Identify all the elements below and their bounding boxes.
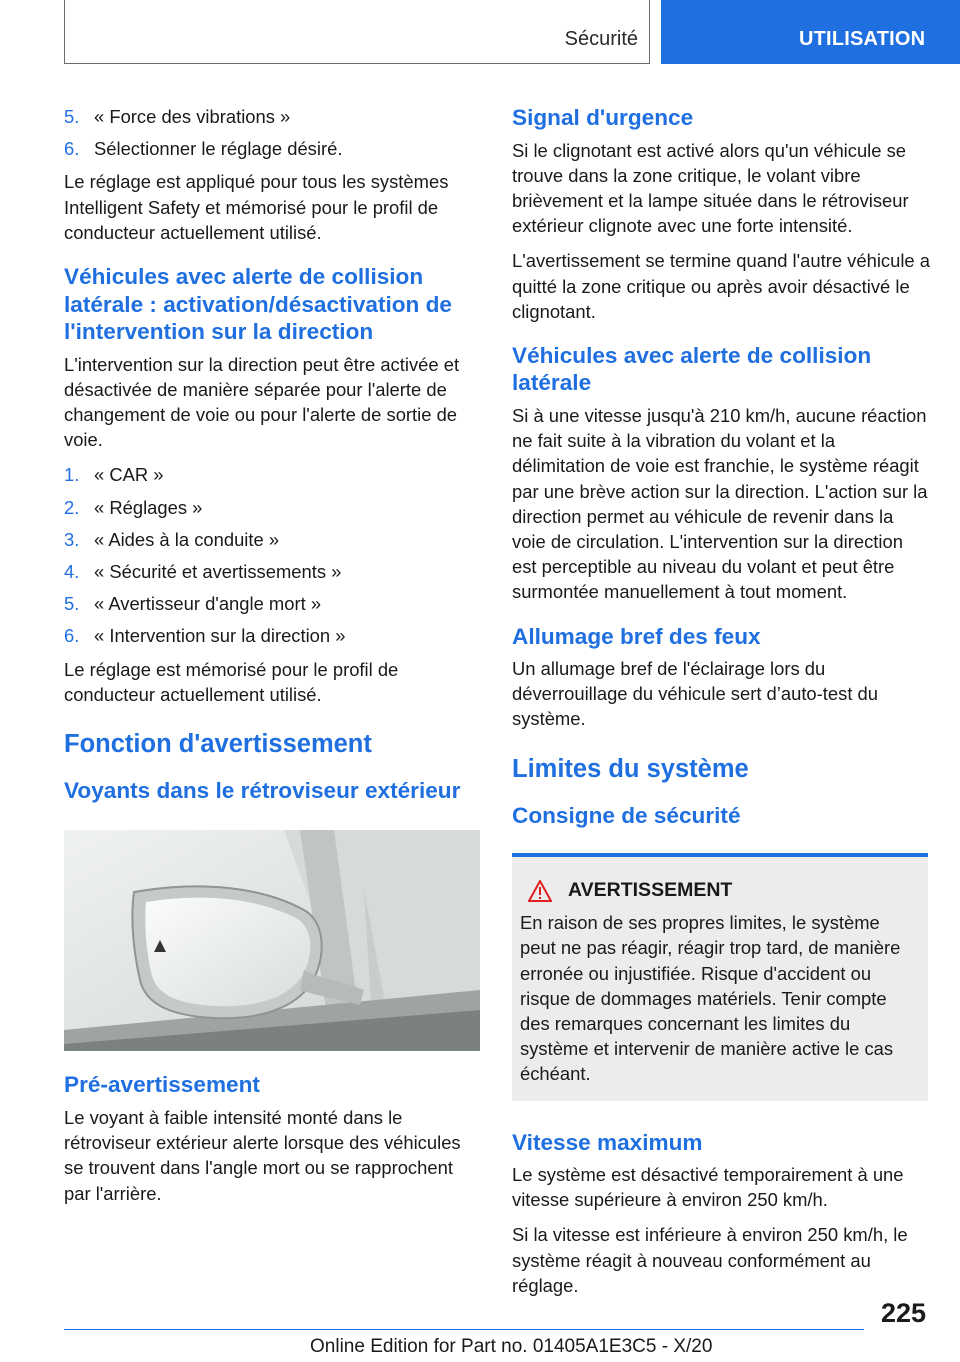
heading-mirror-lights: Voyants dans le rétroviseur extérieur (64, 777, 461, 803)
page-number: 225 (880, 1298, 926, 1328)
header-chapter-tab[interactable]: UTILISATION (661, 0, 960, 64)
header-section-title: Sécurité (564, 28, 638, 50)
left-column (64, 104, 482, 1216)
heading-pre-warning: Pré-avertissement (64, 1072, 260, 1098)
list-item: 6. Sélectionner le réglage désiré. (64, 138, 343, 160)
paragraph: Le réglage est appliqué pour tous les systèmes Intelligent Safety et mémorisé pour le profil de conducteur actuellement utilisé. (64, 171, 449, 243)
heading-warning-function: Fonction d'avertissement (64, 729, 372, 758)
heading-max-speed: Vitesse maximum (512, 1129, 703, 1155)
header-frame (64, 0, 650, 64)
heading-side-collision: Véhicules avec alerte de collision latérale (512, 342, 872, 396)
warning-box (512, 853, 928, 1100)
list-steps (64, 462, 482, 648)
warning-title (528, 879, 920, 902)
list-item: 2. « Réglages » (64, 496, 203, 518)
paragraph: L'avertissement se termine quand l'autre véhicule a quitté la zone critique ou après avoir désactivé le clignotant. (512, 250, 930, 322)
heading-brief-lights: Allumage bref des feux (512, 623, 761, 649)
list-item: 1. « CAR » (64, 464, 164, 486)
warning-triangle-icon (528, 880, 552, 902)
list-top (64, 104, 482, 161)
heading-safety-note: Consigne de sécurité (512, 802, 741, 828)
side-mirror-image (64, 830, 480, 1051)
heading-collision-steering: Véhicules avec alerte de collision latérale : activation/désactivation de l'intervention sur la direction (64, 264, 452, 345)
footer-edition: Online Edition for Part no. 01405A1E3C5 - X/20 (310, 1336, 713, 1357)
paragraph: Le système est désactivé temporairement à une vitesse supérieure à environ 250 km/h. (512, 1164, 904, 1211)
heading-emergency-signal: Signal d'urgence (512, 105, 694, 130)
paragraph: Le voyant à faible intensité monté dans le rétroviseur extérieur alerte lorsque des véhicules se trouvent dans l'angle mort ou se rapprochent par l'arrière. (64, 1106, 461, 1204)
warning-text: En raison de ses propres limites, le système peut ne pas réagir, réagir trop tard, de manière erronée ou injustifiée. Risque d'accident ou risque de dommages matériels. Tenir compte des remarques concernant les limites du système et intervenir de manière active le cas échéant. (520, 912, 901, 1085)
list-item: 5. « Avertisseur d'angle mort » (64, 593, 322, 615)
paragraph: Si la vitesse est inférieure à environ 250 km/h, le système réagit à nouveau conformément au réglage. (512, 1224, 908, 1296)
paragraph: Un allumage bref de l'éclairage lors du déverrouillage du véhicule sert d’auto-test du système. (512, 658, 878, 730)
paragraph: L'intervention sur la direction peut être activée et désactivée de manière séparée pour l'alerte de changement de voie ou pour l'alerte de sortie de voie. (64, 353, 460, 451)
paragraph: Le réglage est mémorisé pour le profil de conducteur actuellement utilisé. (64, 658, 399, 705)
paragraph: Si le clignotant est activé alors qu'un véhicule se trouve dans la zone critique, le volant vibre brièvement et la lampe située dans le rétroviseur extérieur clignote avec une forte intensité. (512, 139, 909, 237)
list-item: 3. « Aides à la conduite » (64, 528, 280, 550)
right-column (512, 104, 930, 1308)
list-item: 5. « Force des vibrations » (64, 106, 291, 127)
list-item: 4. « Sécurité et avertissements » (64, 560, 342, 582)
warning-label: AVERTISSEMENT (568, 879, 733, 902)
heading-system-limits: Limites du système (512, 754, 749, 783)
paragraph: Si à une vitesse jusqu'à 210 km/h, aucune réaction ne fait suite à la vibration du volant et la délimitation de voie est franchie, le système réagit par une brève action sur la direction. L'action sur la direction permet au véhicule de revenir dans la voie de circulation. L'intervention sur la direction est perceptible au niveau du volant et peut être surmontée manuellement à tout moment. (512, 404, 928, 603)
footer-divider (64, 1329, 864, 1330)
list-item: 6. « Intervention sur la direction » (64, 625, 346, 647)
